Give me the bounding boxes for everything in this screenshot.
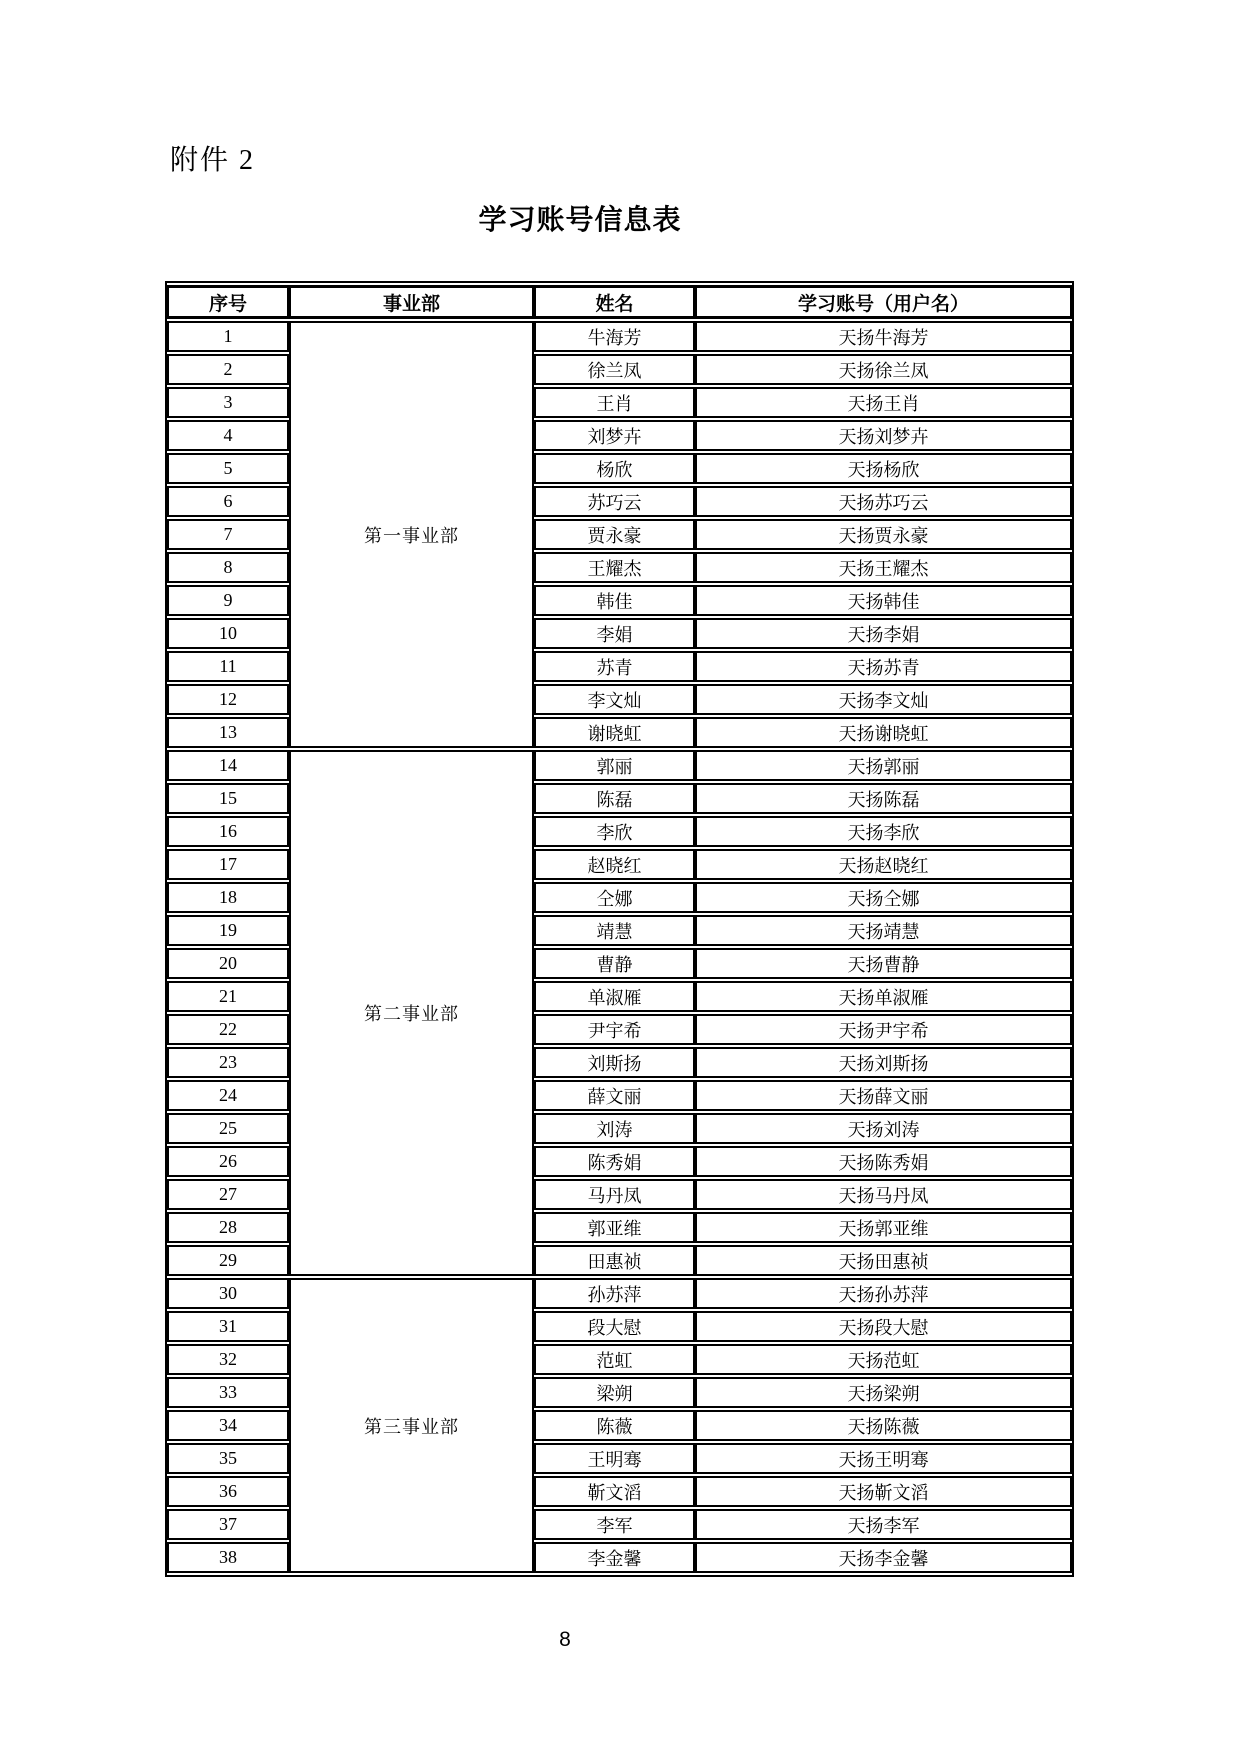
account-cell: 天扬马丹凤 — [695, 1179, 1072, 1210]
name-cell: 刘斯扬 — [534, 1047, 695, 1078]
name-cell: 仝娜 — [534, 882, 695, 913]
account-cell: 天扬徐兰凤 — [695, 354, 1072, 385]
serial-cell: 19 — [167, 915, 289, 946]
account-cell: 天扬仝娜 — [695, 882, 1072, 913]
serial-cell: 34 — [167, 1410, 289, 1441]
table-header-row — [167, 285, 1072, 319]
serial-cell: 15 — [167, 783, 289, 814]
header-account: 学习账号（用户名） — [695, 285, 1072, 319]
account-cell: 天扬王耀杰 — [695, 552, 1072, 583]
account-cell: 天扬陈秀娟 — [695, 1146, 1072, 1177]
serial-cell: 26 — [167, 1146, 289, 1177]
name-cell: 韩佳 — [534, 585, 695, 616]
account-cell: 天扬段大慰 — [695, 1311, 1072, 1342]
name-cell: 李文灿 — [534, 684, 695, 715]
account-cell: 天扬孙苏萍 — [695, 1278, 1072, 1309]
account-cell: 天扬薛文丽 — [695, 1080, 1072, 1111]
account-cell: 天扬陈薇 — [695, 1410, 1072, 1441]
serial-cell: 12 — [167, 684, 289, 715]
account-cell: 天扬靳文滔 — [695, 1476, 1072, 1507]
name-cell: 王明骞 — [534, 1443, 695, 1474]
serial-cell: 20 — [167, 948, 289, 979]
name-cell: 马丹凤 — [534, 1179, 695, 1210]
account-cell: 天扬靖慧 — [695, 915, 1072, 946]
serial-cell: 7 — [167, 519, 289, 550]
name-cell: 曹静 — [534, 948, 695, 979]
name-cell: 王肖 — [534, 387, 695, 418]
name-cell: 孙苏萍 — [534, 1278, 695, 1309]
header-serial: 序号 — [167, 285, 289, 319]
account-cell: 天扬赵晓红 — [695, 849, 1072, 880]
name-cell: 徐兰凤 — [534, 354, 695, 385]
serial-cell: 31 — [167, 1311, 289, 1342]
name-cell: 陈薇 — [534, 1410, 695, 1441]
account-cell: 天扬贾永豪 — [695, 519, 1072, 550]
serial-cell: 24 — [167, 1080, 289, 1111]
account-cell: 天扬王明骞 — [695, 1443, 1072, 1474]
division-cell: 第三事业部 — [289, 1278, 534, 1573]
page-title: 学习账号信息表 — [478, 205, 682, 236]
serial-cell: 37 — [167, 1509, 289, 1540]
serial-cell: 22 — [167, 1014, 289, 1045]
serial-cell: 6 — [167, 486, 289, 517]
division-cell: 第一事业部 — [289, 321, 534, 748]
serial-cell: 36 — [167, 1476, 289, 1507]
name-cell: 范虹 — [534, 1344, 695, 1375]
serial-cell: 33 — [167, 1377, 289, 1408]
name-cell: 王耀杰 — [534, 552, 695, 583]
name-cell: 李娟 — [534, 618, 695, 649]
name-cell: 陈磊 — [534, 783, 695, 814]
name-cell: 赵晓红 — [534, 849, 695, 880]
division-cell: 第二事业部 — [289, 750, 534, 1276]
account-cell: 天扬郭丽 — [695, 750, 1072, 781]
serial-cell: 16 — [167, 816, 289, 847]
name-cell: 陈秀娟 — [534, 1146, 695, 1177]
account-cell: 天扬李文灿 — [695, 684, 1072, 715]
account-cell: 天扬陈磊 — [695, 783, 1072, 814]
serial-cell: 30 — [167, 1278, 289, 1309]
serial-cell: 29 — [167, 1245, 289, 1276]
serial-cell: 18 — [167, 882, 289, 913]
account-cell: 天扬李欣 — [695, 816, 1072, 847]
serial-cell: 13 — [167, 717, 289, 748]
account-cell: 天扬刘涛 — [695, 1113, 1072, 1144]
name-cell: 靖慧 — [534, 915, 695, 946]
name-cell: 苏青 — [534, 651, 695, 682]
serial-cell: 10 — [167, 618, 289, 649]
account-cell: 天扬韩佳 — [695, 585, 1072, 616]
name-cell: 李欣 — [534, 816, 695, 847]
table-row — [167, 321, 1072, 352]
account-cell: 天扬刘梦卉 — [695, 420, 1072, 451]
name-cell: 苏巧云 — [534, 486, 695, 517]
table-body — [167, 321, 1072, 1573]
serial-cell: 28 — [167, 1212, 289, 1243]
page-number: 8 — [559, 1628, 571, 1651]
account-cell: 天扬田惠祯 — [695, 1245, 1072, 1276]
name-cell: 李军 — [534, 1509, 695, 1540]
account-cell: 天扬曹静 — [695, 948, 1072, 979]
name-cell: 李金馨 — [534, 1542, 695, 1573]
name-cell: 单淑雁 — [534, 981, 695, 1012]
serial-cell: 35 — [167, 1443, 289, 1474]
name-cell: 尹宇希 — [534, 1014, 695, 1045]
account-cell: 天扬苏青 — [695, 651, 1072, 682]
account-cell: 天扬谢晓虹 — [695, 717, 1072, 748]
serial-cell: 38 — [167, 1542, 289, 1573]
name-cell: 薛文丽 — [534, 1080, 695, 1111]
account-cell: 天扬李军 — [695, 1509, 1072, 1540]
name-cell: 牛海芳 — [534, 321, 695, 352]
account-cell: 天扬梁朔 — [695, 1377, 1072, 1408]
name-cell: 贾永豪 — [534, 519, 695, 550]
account-cell: 天扬郭亚维 — [695, 1212, 1072, 1243]
table-row — [167, 1278, 1072, 1309]
attachment-label: 附件 2 — [170, 145, 256, 176]
serial-cell: 25 — [167, 1113, 289, 1144]
serial-cell: 32 — [167, 1344, 289, 1375]
account-cell: 天扬李娟 — [695, 618, 1072, 649]
header-name: 姓名 — [534, 285, 695, 319]
serial-cell: 2 — [167, 354, 289, 385]
name-cell: 郭亚维 — [534, 1212, 695, 1243]
account-cell: 天扬杨欣 — [695, 453, 1072, 484]
serial-cell: 3 — [167, 387, 289, 418]
serial-cell: 27 — [167, 1179, 289, 1210]
name-cell: 谢晓虹 — [534, 717, 695, 748]
serial-cell: 21 — [167, 981, 289, 1012]
name-cell: 郭丽 — [534, 750, 695, 781]
account-cell: 天扬单淑雁 — [695, 981, 1072, 1012]
account-cell: 天扬尹宇希 — [695, 1014, 1072, 1045]
account-cell: 天扬范虹 — [695, 1344, 1072, 1375]
name-cell: 田惠祯 — [534, 1245, 695, 1276]
table-row — [167, 750, 1072, 781]
serial-cell: 23 — [167, 1047, 289, 1078]
account-cell: 天扬刘斯扬 — [695, 1047, 1072, 1078]
serial-cell: 4 — [167, 420, 289, 451]
serial-cell: 9 — [167, 585, 289, 616]
account-cell: 天扬王肖 — [695, 387, 1072, 418]
serial-cell: 17 — [167, 849, 289, 880]
serial-cell: 8 — [167, 552, 289, 583]
name-cell: 靳文滔 — [534, 1476, 695, 1507]
account-cell: 天扬苏巧云 — [695, 486, 1072, 517]
account-table — [165, 281, 1074, 1577]
serial-cell: 1 — [167, 321, 289, 352]
account-cell: 天扬牛海芳 — [695, 321, 1072, 352]
serial-cell: 5 — [167, 453, 289, 484]
name-cell: 刘梦卉 — [534, 420, 695, 451]
account-cell: 天扬李金馨 — [695, 1542, 1072, 1573]
name-cell: 段大慰 — [534, 1311, 695, 1342]
serial-cell: 14 — [167, 750, 289, 781]
name-cell: 梁朔 — [534, 1377, 695, 1408]
serial-cell: 11 — [167, 651, 289, 682]
header-division: 事业部 — [289, 285, 534, 319]
name-cell: 刘涛 — [534, 1113, 695, 1144]
name-cell: 杨欣 — [534, 453, 695, 484]
